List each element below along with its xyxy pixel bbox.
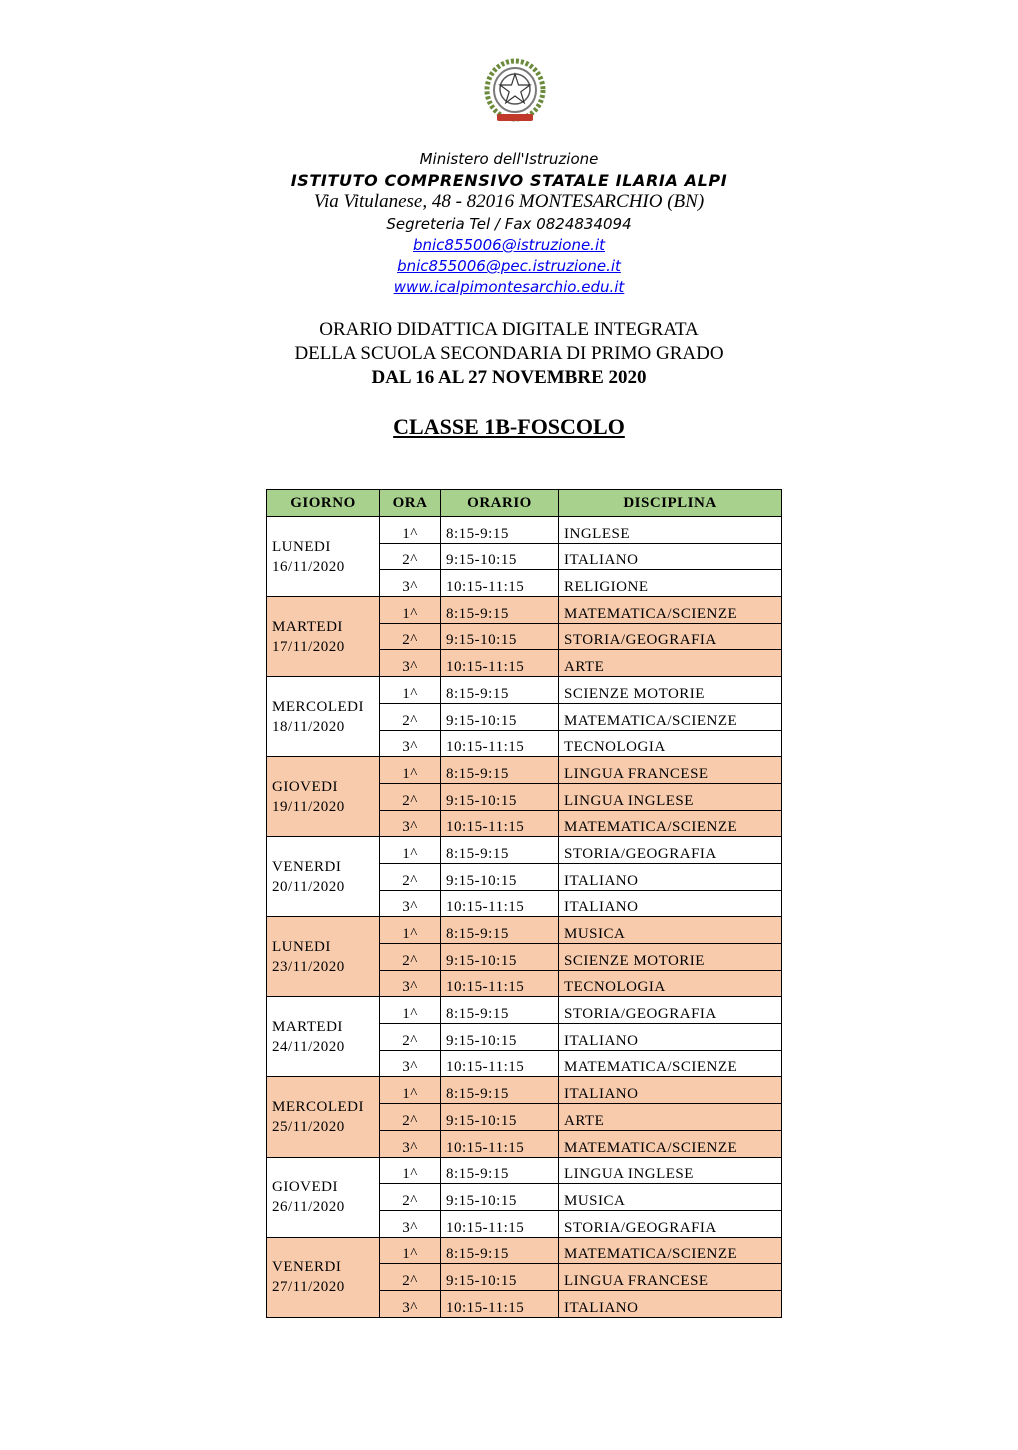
lesson-ora: 2^ xyxy=(380,543,441,570)
header-ora: ORA xyxy=(380,490,441,517)
lesson-orario: 10:15-11:15 xyxy=(441,1050,559,1077)
day-cell xyxy=(267,1237,380,1317)
lesson-ora: 2^ xyxy=(380,1024,441,1051)
class-title: CLASSE 1B-FOSCOLO xyxy=(393,414,625,439)
schedule-body xyxy=(267,517,782,1318)
lesson-disciplina: TECNOLOGIA xyxy=(559,730,782,757)
day-date: 16/11/2020 xyxy=(272,558,345,575)
lesson-ora: 2^ xyxy=(380,783,441,810)
lesson-disciplina: LINGUA INGLESE xyxy=(559,783,782,810)
table-row xyxy=(267,837,782,864)
lesson-ora: 2^ xyxy=(380,623,441,650)
lesson-ora: 3^ xyxy=(380,970,441,997)
table-row xyxy=(267,597,782,624)
table-row xyxy=(267,917,782,944)
republic-emblem-icon xyxy=(483,58,547,126)
day-date: 25/11/2020 xyxy=(272,1118,345,1135)
title-line-2: DELLA SCUOLA SECONDARIA DI PRIMO GRADO xyxy=(294,343,724,364)
day-name: VENERDI xyxy=(272,858,342,875)
lesson-ora: 1^ xyxy=(380,677,441,704)
lesson-ora: 3^ xyxy=(380,650,441,677)
lesson-orario: 8:15-9:15 xyxy=(441,677,559,704)
day-name: LUNEDI xyxy=(272,538,331,555)
lesson-ora: 2^ xyxy=(380,1184,441,1211)
lesson-orario: 8:15-9:15 xyxy=(441,757,559,784)
lesson-orario: 9:15-10:15 xyxy=(441,703,559,730)
lesson-disciplina: LINGUA FRANCESE xyxy=(559,1264,782,1291)
lesson-disciplina: SCIENZE MOTORIE xyxy=(559,944,782,971)
lesson-disciplina: ITALIANO xyxy=(559,1077,782,1104)
lesson-orario: 8:15-9:15 xyxy=(441,1157,559,1184)
lesson-disciplina: MUSICA xyxy=(559,1184,782,1211)
lesson-disciplina: ITALIANO xyxy=(559,543,782,570)
lesson-disciplina: ITALIANO xyxy=(559,890,782,917)
lesson-ora: 1^ xyxy=(380,1237,441,1264)
lesson-orario: 9:15-10:15 xyxy=(441,1264,559,1291)
lesson-orario: 10:15-11:15 xyxy=(441,970,559,997)
lesson-ora: 3^ xyxy=(380,810,441,837)
lesson-disciplina: STORIA/GEOGRAFIA xyxy=(559,623,782,650)
lesson-orario: 9:15-10:15 xyxy=(441,1184,559,1211)
lesson-orario: 10:15-11:15 xyxy=(441,1130,559,1157)
day-cell xyxy=(267,677,380,757)
lesson-orario: 9:15-10:15 xyxy=(441,1024,559,1051)
lesson-orario: 10:15-11:15 xyxy=(441,730,559,757)
day-date: 24/11/2020 xyxy=(272,1038,345,1055)
lesson-ora: 2^ xyxy=(380,1104,441,1131)
pec-email-link[interactable]: bnic855006@pec.istruzione.it xyxy=(397,257,621,275)
lesson-disciplina: MATEMATICA/SCIENZE xyxy=(559,703,782,730)
lesson-orario: 10:15-11:15 xyxy=(441,650,559,677)
day-cell xyxy=(267,917,380,997)
header-orario: ORARIO xyxy=(441,490,559,517)
school-phone: Segreteria Tel / Fax 0824834094 xyxy=(386,215,632,233)
lesson-orario: 9:15-10:15 xyxy=(441,623,559,650)
lesson-orario: 8:15-9:15 xyxy=(441,997,559,1024)
day-date: 19/11/2020 xyxy=(272,798,345,815)
lesson-disciplina: ITALIANO xyxy=(559,863,782,890)
table-row xyxy=(267,757,782,784)
lesson-disciplina: ITALIANO xyxy=(559,1024,782,1051)
lesson-orario: 8:15-9:15 xyxy=(441,837,559,864)
day-date: 17/11/2020 xyxy=(272,638,345,655)
lesson-ora: 3^ xyxy=(380,570,441,597)
lesson-orario: 10:15-11:15 xyxy=(441,890,559,917)
day-cell xyxy=(267,757,380,837)
table-row xyxy=(267,517,782,544)
lesson-ora: 2^ xyxy=(380,1264,441,1291)
lesson-ora: 3^ xyxy=(380,1290,441,1317)
day-name: MERCOLEDI xyxy=(272,698,364,715)
lesson-disciplina: STORIA/GEOGRAFIA xyxy=(559,837,782,864)
lesson-disciplina: LINGUA INGLESE xyxy=(559,1157,782,1184)
day-date: 27/11/2020 xyxy=(272,1279,345,1296)
lesson-orario: 9:15-10:15 xyxy=(441,863,559,890)
lesson-disciplina: ARTE xyxy=(559,650,782,677)
lesson-ora: 2^ xyxy=(380,944,441,971)
lesson-disciplina: MATEMATICA/SCIENZE xyxy=(559,1237,782,1264)
table-row xyxy=(267,1237,782,1264)
lesson-orario: 9:15-10:15 xyxy=(441,543,559,570)
table-row xyxy=(267,677,782,704)
lesson-disciplina: LINGUA FRANCESE xyxy=(559,757,782,784)
lesson-ora: 3^ xyxy=(380,1210,441,1237)
table-row xyxy=(267,997,782,1024)
lesson-disciplina: TECNOLOGIA xyxy=(559,970,782,997)
table-header-row xyxy=(267,490,782,517)
day-name: VENERDI xyxy=(272,1259,342,1276)
lesson-orario: 8:15-9:15 xyxy=(441,917,559,944)
lesson-orario: 10:15-11:15 xyxy=(441,570,559,597)
schedule-table xyxy=(266,489,782,1318)
day-name: MARTEDI xyxy=(272,1018,343,1035)
day-date: 26/11/2020 xyxy=(272,1199,345,1216)
lesson-disciplina: ITALIANO xyxy=(559,1290,782,1317)
lesson-ora: 1^ xyxy=(380,1077,441,1104)
lesson-disciplina: MATEMATICA/SCIENZE xyxy=(559,1050,782,1077)
lesson-ora: 1^ xyxy=(380,917,441,944)
lesson-ora: 3^ xyxy=(380,890,441,917)
lesson-disciplina: RELIGIONE xyxy=(559,570,782,597)
day-date: 23/11/2020 xyxy=(272,958,345,975)
lesson-disciplina: MUSICA xyxy=(559,917,782,944)
lesson-ora: 1^ xyxy=(380,597,441,624)
lesson-disciplina: MATEMATICA/SCIENZE xyxy=(559,810,782,837)
day-cell xyxy=(267,1157,380,1237)
day-cell xyxy=(267,1077,380,1157)
lesson-orario: 8:15-9:15 xyxy=(441,1237,559,1264)
lesson-ora: 1^ xyxy=(380,837,441,864)
day-cell xyxy=(267,597,380,677)
day-name: GIOVEDI xyxy=(272,1179,338,1196)
title-line-3: DAL 16 AL 27 NOVEMBRE 2020 xyxy=(371,367,647,388)
day-date: 18/11/2020 xyxy=(272,718,345,735)
lesson-ora: 1^ xyxy=(380,997,441,1024)
day-cell xyxy=(267,517,380,597)
lesson-ora: 1^ xyxy=(380,757,441,784)
lesson-ora: 1^ xyxy=(380,517,441,544)
lesson-disciplina: MATEMATICA/SCIENZE xyxy=(559,1130,782,1157)
lesson-disciplina: ARTE xyxy=(559,1104,782,1131)
school-address: Via Vitulanese, 48 - 82016 MONTESARCHIO (BN) xyxy=(313,191,705,212)
lesson-disciplina: STORIA/GEOGRAFIA xyxy=(559,997,782,1024)
lesson-ora: 2^ xyxy=(380,863,441,890)
lesson-orario: 9:15-10:15 xyxy=(441,783,559,810)
title-line-1: ORARIO DIDATTICA DIGITALE INTEGRATA xyxy=(319,319,699,340)
day-name: GIOVEDI xyxy=(272,778,338,795)
lesson-disciplina: STORIA/GEOGRAFIA xyxy=(559,1210,782,1237)
website-link[interactable]: www.icalpimontesarchio.edu.it xyxy=(393,278,625,296)
day-name: LUNEDI xyxy=(272,938,331,955)
day-cell xyxy=(267,997,380,1077)
day-name: MERCOLEDI xyxy=(272,1098,364,1115)
lesson-orario: 8:15-9:15 xyxy=(441,1077,559,1104)
lesson-orario: 10:15-11:15 xyxy=(441,1210,559,1237)
day-name: MARTEDI xyxy=(272,618,343,635)
header-disciplina: DISCIPLINA xyxy=(559,490,782,517)
table-row xyxy=(267,1157,782,1184)
lesson-disciplina: SCIENZE MOTORIE xyxy=(559,677,782,704)
table-row xyxy=(267,1077,782,1104)
lesson-ora: 3^ xyxy=(380,1130,441,1157)
lesson-orario: 8:15-9:15 xyxy=(441,517,559,544)
lesson-orario: 10:15-11:15 xyxy=(441,1290,559,1317)
lesson-orario: 9:15-10:15 xyxy=(441,944,559,971)
lesson-orario: 10:15-11:15 xyxy=(441,810,559,837)
lesson-ora: 1^ xyxy=(380,1157,441,1184)
lesson-disciplina: INGLESE xyxy=(559,517,782,544)
day-date: 20/11/2020 xyxy=(272,878,345,895)
lesson-ora: 3^ xyxy=(380,730,441,757)
header-giorno: GIORNO xyxy=(267,490,380,517)
day-cell xyxy=(267,837,380,917)
ministry-name: Ministero dell'Istruzione xyxy=(419,150,599,168)
lesson-disciplina: MATEMATICA/SCIENZE xyxy=(559,597,782,624)
lesson-orario: 9:15-10:15 xyxy=(441,1104,559,1131)
email-link[interactable]: bnic855006@istruzione.it xyxy=(412,236,605,254)
school-name: ISTITUTO COMPRENSIVO STATALE ILARIA ALPI xyxy=(290,171,728,190)
lesson-orario: 8:15-9:15 xyxy=(441,597,559,624)
lesson-ora: 2^ xyxy=(380,703,441,730)
lesson-ora: 3^ xyxy=(380,1050,441,1077)
